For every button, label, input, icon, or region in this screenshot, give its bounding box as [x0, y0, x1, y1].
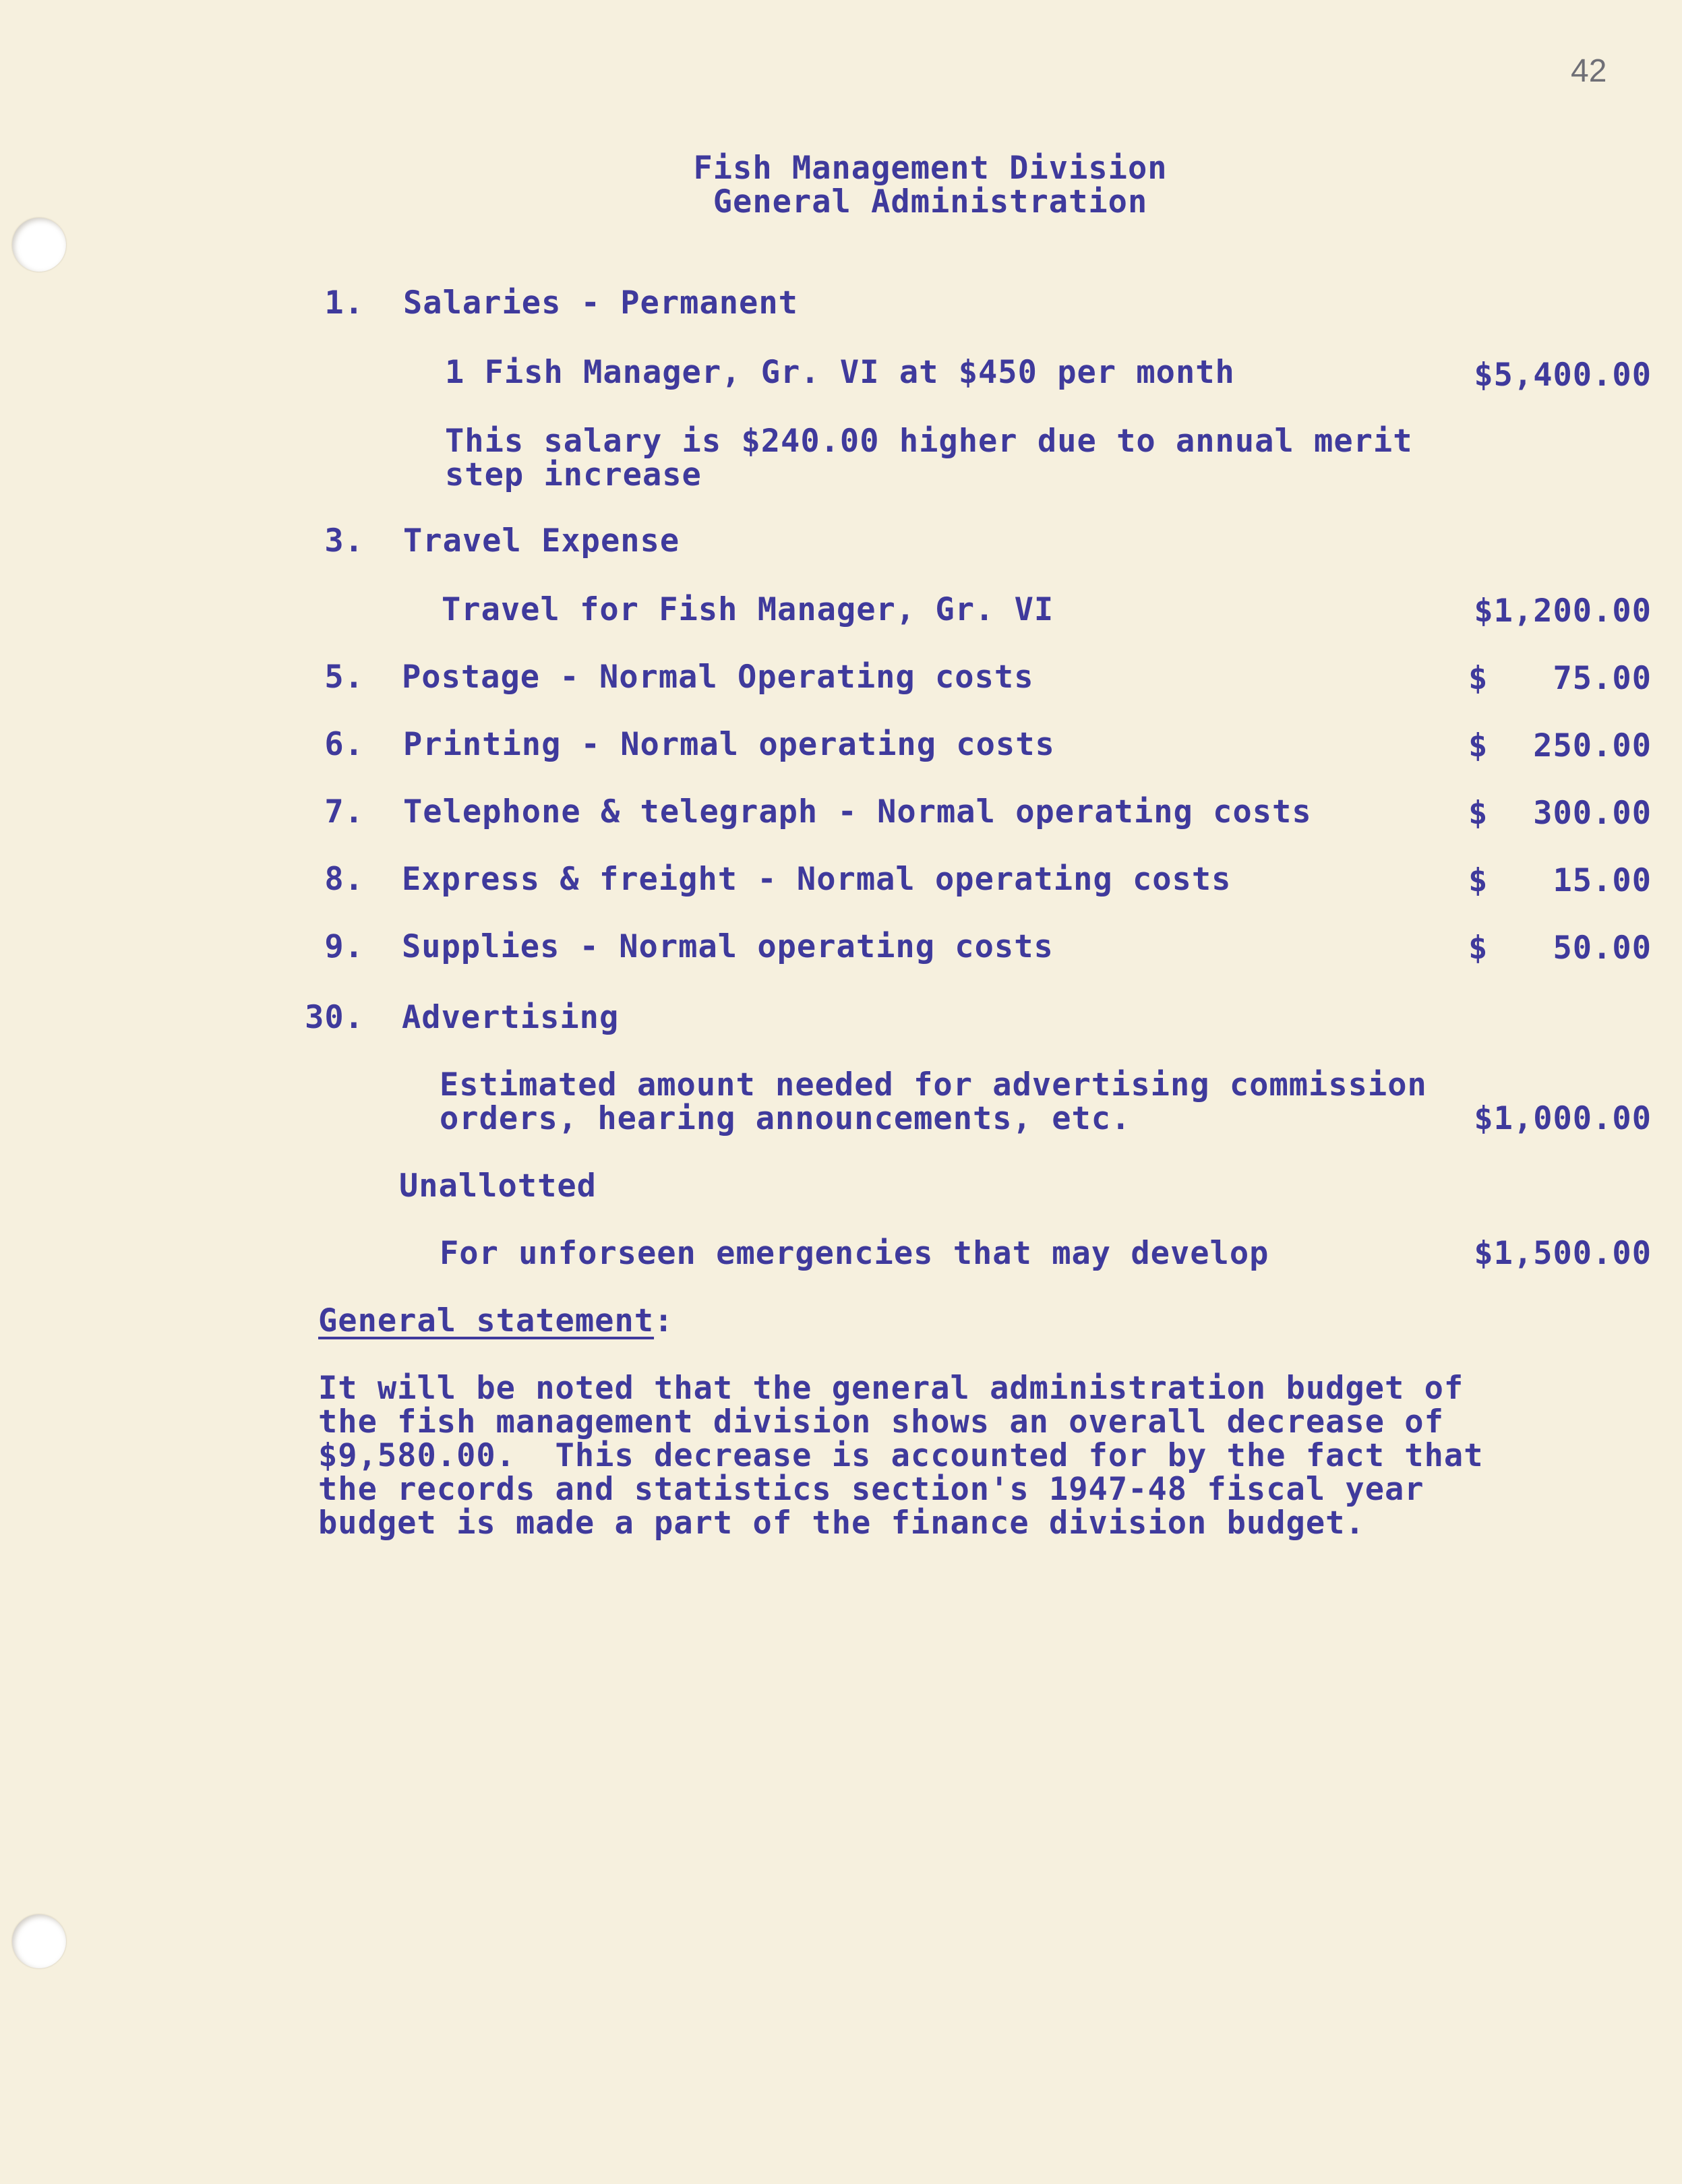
statement-line: budget is made a part of the finance division budget.: [318, 1505, 1365, 1542]
punch-hole: [12, 218, 66, 272]
item-heading: Advertising: [402, 999, 620, 1036]
statement-heading: [318, 1304, 673, 1338]
item-number: 8.: [324, 861, 364, 898]
item-amount: $5,400.00: [1474, 357, 1652, 394]
item-text: Postage - Normal Operating costs: [402, 659, 1034, 696]
item-amount: 15.00: [1553, 862, 1652, 899]
statement-line: the fish management division shows an overall decrease of: [318, 1403, 1444, 1440]
statement-heading-colon: :: [654, 1302, 674, 1339]
item-detail: For unforseen emergencies that may develop: [440, 1235, 1269, 1272]
item-amount: $1,000.00: [1474, 1100, 1652, 1137]
currency-sign: $: [1468, 795, 1489, 832]
statement-line: It will be noted that the general administration budget of: [318, 1370, 1464, 1407]
statement-heading-text: General statement: [318, 1302, 655, 1339]
statement-line: $9,580.00. This decrease is accounted for by the fact that: [318, 1437, 1484, 1474]
item-number: 7.: [324, 793, 364, 830]
item-amount: 50.00: [1553, 930, 1652, 967]
item-amount: 75.00: [1553, 660, 1652, 697]
item-heading: Travel Expense: [403, 522, 680, 559]
item-note: This salary is $240.00 higher due to annual merit: [445, 423, 1413, 460]
header-subtitle: General Administration: [713, 183, 1148, 220]
item-number: 1.: [324, 284, 364, 322]
item-number: 3.: [324, 522, 364, 559]
item-heading: Unallotted: [399, 1167, 597, 1205]
item-number: 9.: [324, 928, 364, 965]
item-amount: 300.00: [1533, 795, 1652, 832]
currency-sign: $: [1468, 727, 1489, 764]
item-text: Supplies - Normal operating costs: [402, 928, 1054, 965]
currency-sign: $: [1468, 862, 1489, 899]
item-number: 30.: [305, 999, 364, 1036]
item-text: Telephone & telegraph - Normal operating costs: [403, 793, 1312, 830]
item-number: 6.: [324, 726, 364, 763]
item-detail: Estimated amount needed for advertising commission: [440, 1066, 1427, 1103]
item-detail: orders, hearing announcements, etc.: [440, 1100, 1131, 1137]
item-number: 5.: [324, 659, 364, 696]
item-heading: Salaries - Permanent: [403, 284, 798, 322]
currency-sign: $: [1468, 660, 1489, 697]
item-note: step increase: [445, 456, 702, 493]
header-title: Fish Management Division: [693, 150, 1168, 187]
statement-line: the records and statistics section's 1947-48 fiscal year: [318, 1471, 1424, 1508]
item-text: Express & freight - Normal operating costs: [402, 861, 1232, 898]
currency-sign: $: [1468, 930, 1489, 967]
item-detail: Travel for Fish Manager, Gr. VI: [442, 591, 1054, 628]
punch-hole: [12, 1914, 66, 1968]
page-number: 42: [1571, 53, 1607, 89]
item-amount: $1,500.00: [1474, 1235, 1652, 1272]
item-amount: $1,200.00: [1474, 593, 1652, 630]
item-detail: 1 Fish Manager, Gr. VI at $450 per month: [445, 354, 1235, 391]
item-amount: 250.00: [1533, 727, 1652, 764]
item-text: Printing - Normal operating costs: [403, 726, 1055, 763]
